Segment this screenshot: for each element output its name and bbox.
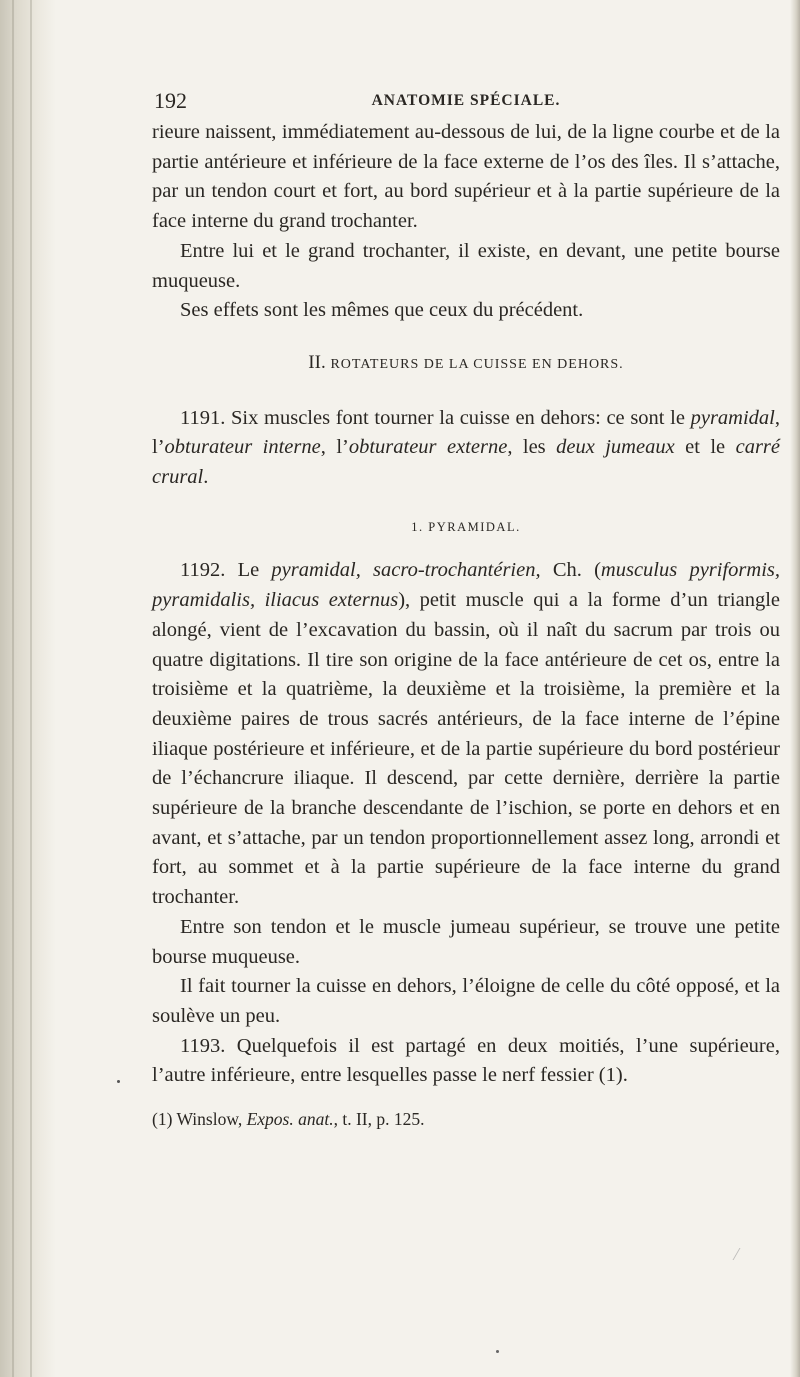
muscle-name: obturateur interne [164,436,321,459]
latin-names: musculus pyriformis, pyramidalis, iliacus externus [152,559,780,612]
page-edge-shadow [790,0,800,1377]
text-run: et le [674,436,736,459]
paragraph: Ses effets sont les mêmes que ceux du précédent. [180,299,584,322]
margin-bullet [117,1080,120,1083]
running-header [152,86,780,116]
paragraph: rieure naissent, immédiatement au-dessous de lui, de la ligne courbe et de la partie antérieure et inférieure de la face externe de l’os des îles. Il s’attache, par un tendon court et fort, au bord supérieur et à la partie supérieure de la face interne du grand trochanter. [152,121,780,233]
pencil-mark [733,1248,749,1260]
paragraph: Entre son tendon et le muscle jumeau supérieur, se trouve une petite bourse muqueuse. [152,915,780,968]
section-heading [152,348,780,380]
binding-fold-line [30,0,32,1377]
text-run: 1191. Six muscles font tourner la cuisse en dehors: ce sont le [180,406,691,429]
ink-speck [496,1350,499,1353]
text-run: Ch. ( [540,559,601,582]
text-run: , l’ [152,406,780,459]
text-run: . [203,466,209,489]
text-run: 1192. Le [180,559,272,582]
subsection-heading: 1. PYRAMIDAL. [411,519,521,534]
muscle-name: obturateur externe [348,436,508,459]
muscle-name: pyramidal [690,406,775,429]
paragraph-1191 [152,404,780,493]
binding-fold-line [12,0,14,1377]
paragraph: Entre lui et le grand trochanter, il existe, en devant, une petite bourse muqueuse. [152,239,780,292]
muscle-name: deux jumeaux [556,436,675,459]
footnote [152,1105,780,1135]
text-run: , les [507,436,557,459]
text-run: , t. II, p. 125. [333,1109,425,1130]
muscle-name: carré crural [152,436,781,489]
paragraph-1192 [152,556,780,912]
section-numeral: II. [308,351,326,373]
text-run: , l’ [320,436,349,459]
text-run: ), petit muscle qui a la forme d’un triangle alongé, vient de l’excavation du bassin, où il naît du sacrum par trois ou quatre digitations. Il tire son origine de la face antérieure de cet os, entre la troisième et la quatrième, la deuxième et la troisième, la première et la deuxième paires de trous sacrés antérieurs, de la face interne de l’épine iliaque postérieure et inférieure, et de la partie supérieure du bord postérieur de l’échancrure iliaque. Il descend, par cette dernière, derrière la partie supérieure de la branche descendante de l’ischion, se porte en dehors et en avant, et s’attache, par un tendon proportionnellement assez long, arrondi et fort, au sommet et à la partie supérieure de la face interne du grand trochanter. [152,589,780,909]
running-title: ANATOMIE SPÉCIALE. [371,92,561,109]
muscle-name: pyramidal, sacro-trochantérien, [271,559,541,582]
book-binding-shadow [0,0,56,1377]
book-page [152,86,780,1135]
text-run: (1) Winslow, [152,1109,247,1130]
reference-title: Expos. anat. [246,1109,334,1130]
page-number: 192 [154,88,187,113]
paragraph-1193: 1193. Quelquefois il est partagé en deux moitiés, l’une supérieure, l’autre inférieure, entre lesquelles passe le nerf fessier (1). [152,1034,780,1087]
paragraph: Il fait tourner la cuisse en dehors, l’éloigne de celle du côté opposé, et la soulève un peu. [152,975,780,1027]
section-title: ROTATEURS DE LA CUISSE EN DEHORS. [330,356,624,372]
